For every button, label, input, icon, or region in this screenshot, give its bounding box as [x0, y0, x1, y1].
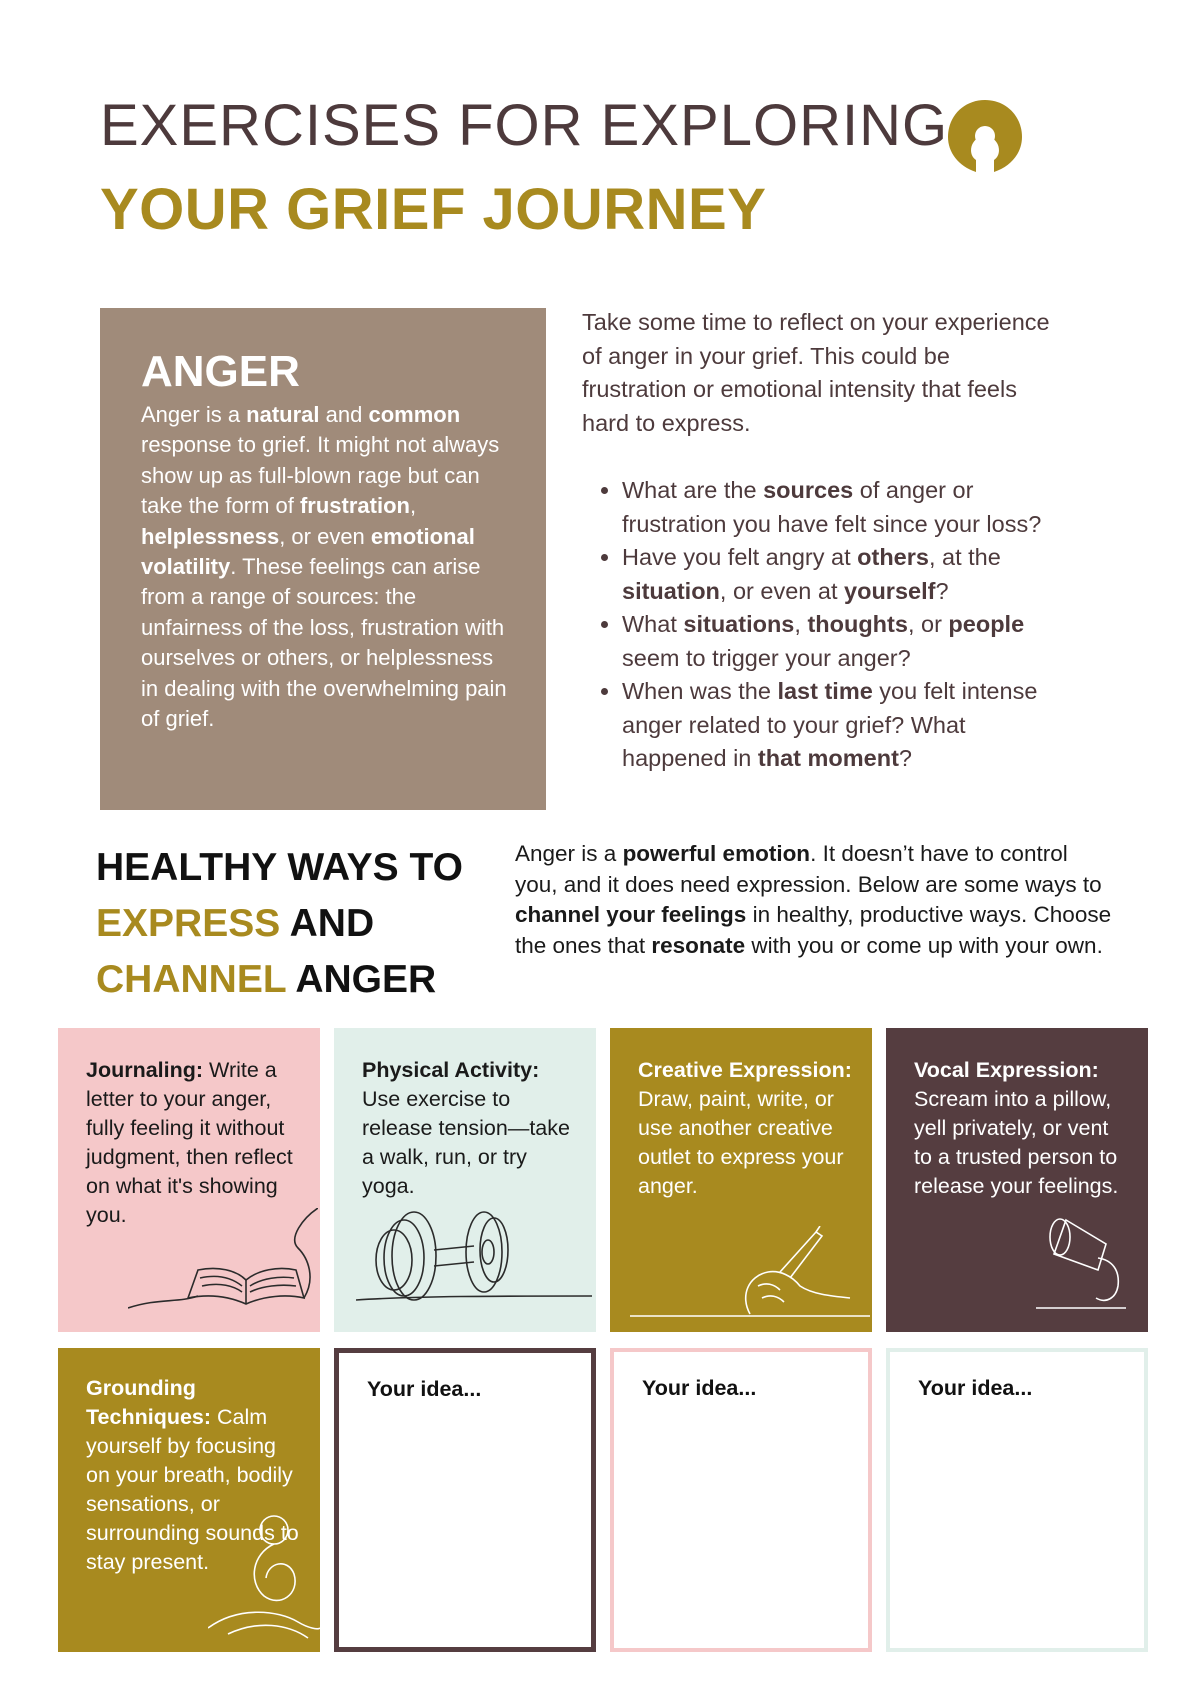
card-vocal-expression: Vocal Expression: Scream into a pillow, yell privately, or vent to a trusted person to release your feelings. — [886, 1028, 1148, 1332]
circle-logo-icon — [948, 100, 1022, 174]
question-item: • When was the last time you felt intense anger related to your grief? What happened in that moment? — [622, 675, 1052, 776]
title-line-2: YOUR GRIEF JOURNEY — [100, 177, 767, 242]
question-item: • Have you felt angry at others, at the situation, or even at yourself? — [622, 541, 1052, 608]
your-idea-box-3[interactable] — [886, 1348, 1148, 1652]
your-idea-label: Your idea... — [918, 1376, 1033, 1400]
title-line-1: EXERCISES FOR EXPLORING — [100, 93, 949, 158]
megaphone-icon — [1036, 1208, 1148, 1328]
your-idea-box-2[interactable] — [610, 1348, 872, 1652]
card-grounding-techniques: Grounding Techniques: Calm yourself by focusing on your breath, bodily sensations, or surrounding sounds to stay present. — [58, 1348, 320, 1652]
heading-line-3: CHANNEL ANGER — [96, 958, 437, 1001]
card-physical-activity: Physical Activity: Use exercise to release tension—take a walk, run, or try yoga. — [334, 1028, 596, 1332]
card-creative-expression: Creative Expression: Draw, paint, write, or use another creative outlet to express your anger. — [610, 1028, 872, 1332]
heading-line-1: HEALTHY WAYS TO — [96, 846, 463, 889]
reflection-section — [582, 306, 1052, 776]
heading-line-2: EXPRESS AND — [96, 902, 375, 945]
reflection-intro: Take some time to reflect on your experience of anger in your grief. This could be frustration or emotional intensity that feels hard to express. — [582, 309, 1050, 436]
question-item: • What are the sources of anger or frustration you have felt since your loss? — [622, 474, 1052, 541]
reflection-questions — [582, 474, 1052, 776]
meditation-figure-icon — [208, 1510, 320, 1650]
anger-info-box — [100, 308, 546, 810]
healthy-ways-intro: Anger is a powerful emotion. It doesn’t have to control you, and it does need expression. Below are some ways to channel your feelings in healthy, productive ways. Choose the ones that resonate with you or come up with your own. — [515, 841, 1112, 958]
open-book-icon — [128, 1208, 318, 1318]
your-idea-label: Your idea... — [367, 1377, 482, 1401]
healthy-ways-heading — [96, 840, 496, 1008]
anger-description: Anger is a natural and common response to grief. It might not always show up as full-blown rage but can take the form of frustration, helplessness, or even emotional volatility. These feelings can arise from a range of sources: the unfairness of the loss, frustration with ourselves or others, or helplessness in dealing with the overwhelming pain of grief. — [141, 402, 507, 732]
your-idea-box-1[interactable] — [334, 1348, 596, 1652]
your-idea-label: Your idea... — [642, 1376, 757, 1400]
hand-writing-icon — [630, 1226, 870, 1326]
dumbbell-icon — [356, 1200, 596, 1320]
anger-heading: ANGER — [141, 347, 300, 396]
question-item: • What situations, thoughts, or people seem to trigger your anger? — [622, 608, 1052, 675]
card-journaling: Journaling: Write a letter to your anger, fully feeling it without judgment, then reflect on what it's showing you. — [58, 1028, 320, 1332]
